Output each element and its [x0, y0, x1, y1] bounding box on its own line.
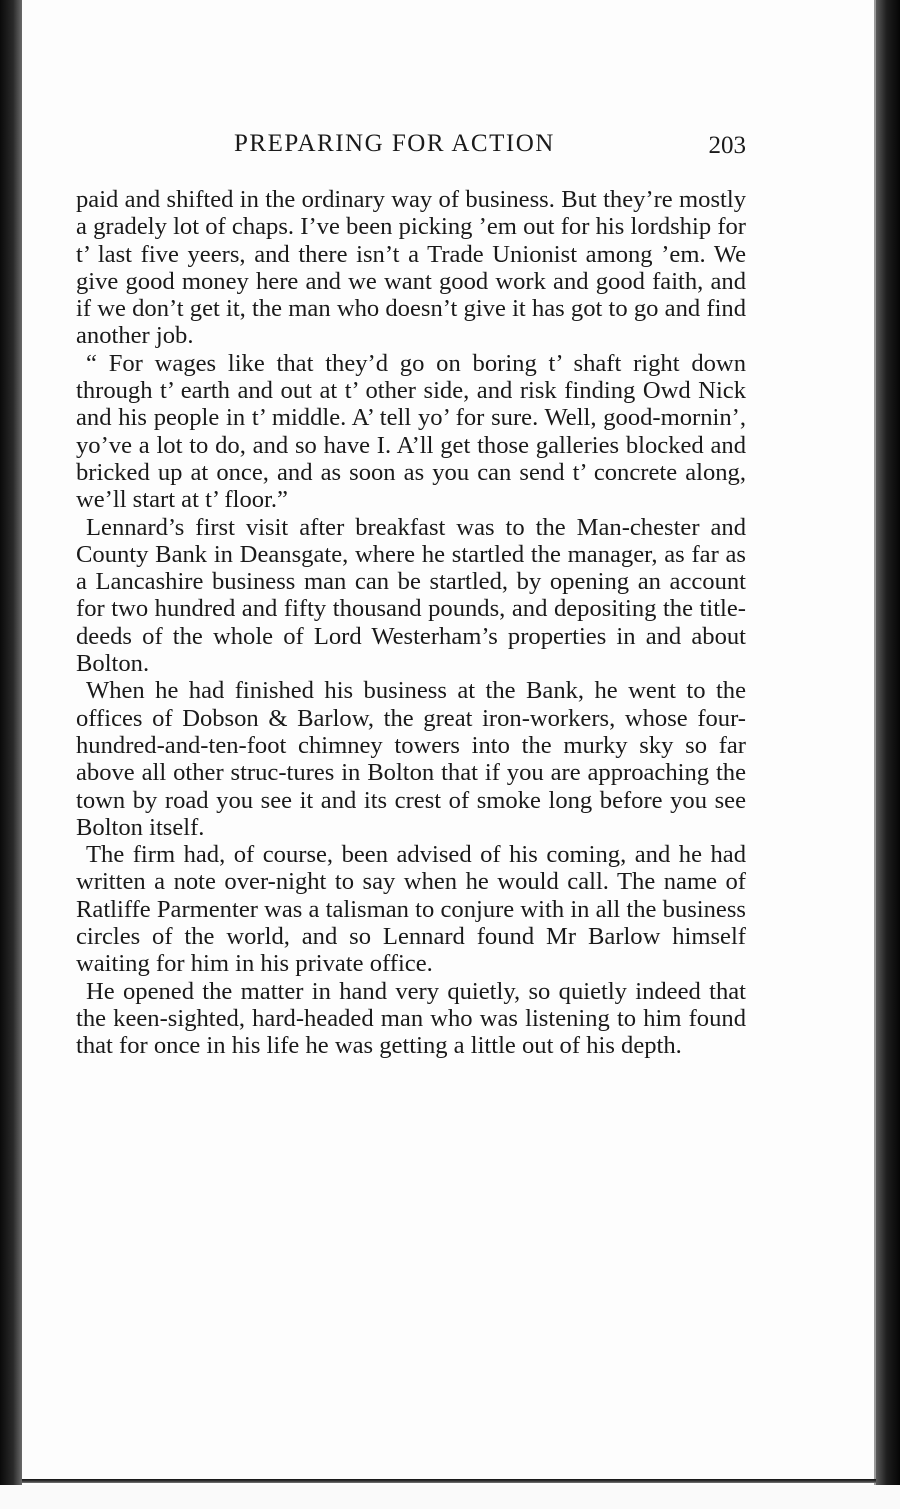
- scan-bottom-edge-line: [22, 1479, 876, 1483]
- paragraph-1: paid and shifted in the ordinary way of business. But they’re mostly a gradely lot of chaps. I’ve been picking ’em out for his lordship for t’ last five yeers, and there isn’t a Trade Unionist among ’em. We give good money here and we want good work and good faith, and if we don’t get it, the man who doesn’t give it has got to go and find another job.: [76, 186, 746, 350]
- paragraph-3: Lennard’s first visit after breakfast was to the Man-chester and County Bank in Deansgate, where he startled the manager, as far as a Lancashire business man can be startled, by opening an account for two hundred and fifty thousand pounds, and depositing the title-deeds of the whole of Lord Westerham’s properties in and about Bolton.: [76, 513, 746, 678]
- paragraph-5: The firm had, of course, been advised of his coming, and he had written a note over-night to say when he would call. The name of Ratliffe Parmenter was a talisman to conjure with in all the business circles of the world, and so Lennard found Mr Barlow himself waiting for him in his private office.: [76, 841, 746, 978]
- scan-left-edge: [0, 0, 22, 1509]
- paragraph-6: He opened the matter in hand very quietly, so quietly indeed that the keen-sighted, hard-headed man who was listening to him found that for once in his life he was getting a little out of his depth.: [76, 977, 746, 1060]
- page-number: 203: [708, 132, 746, 159]
- paragraph-4: When he had finished his business at the Bank, he went to the offices of Dobson & Barlow, the great iron-workers, whose four-hundred-and-ten-foot chimney towers into the murky sky so far above all other struc-tures in Bolton that if you are approaching the town by road you see it and its crest of smoke long before you see Bolton itself.: [76, 677, 746, 841]
- paragraph-2: “ For wages like that they’d go on boring t’ shaft right down through t’ earth and out at t’ other side, and risk finding Owd Nick and his people in t’ middle. A’ tell yo’ for sure. Well, good-mornin’, yo’ve a lot to do, and so have I. A’ll get those galleries blocked and bricked up at once, and as soon as you can send t’ concrete along, we’ll start at t’ floor.”: [76, 349, 746, 514]
- page-header: [76, 130, 746, 166]
- body-text: [76, 186, 746, 1060]
- scan-right-edge: [876, 0, 900, 1509]
- running-head: PREPARING FOR ACTION: [234, 130, 555, 157]
- scan-bottom-margin: [0, 1485, 900, 1509]
